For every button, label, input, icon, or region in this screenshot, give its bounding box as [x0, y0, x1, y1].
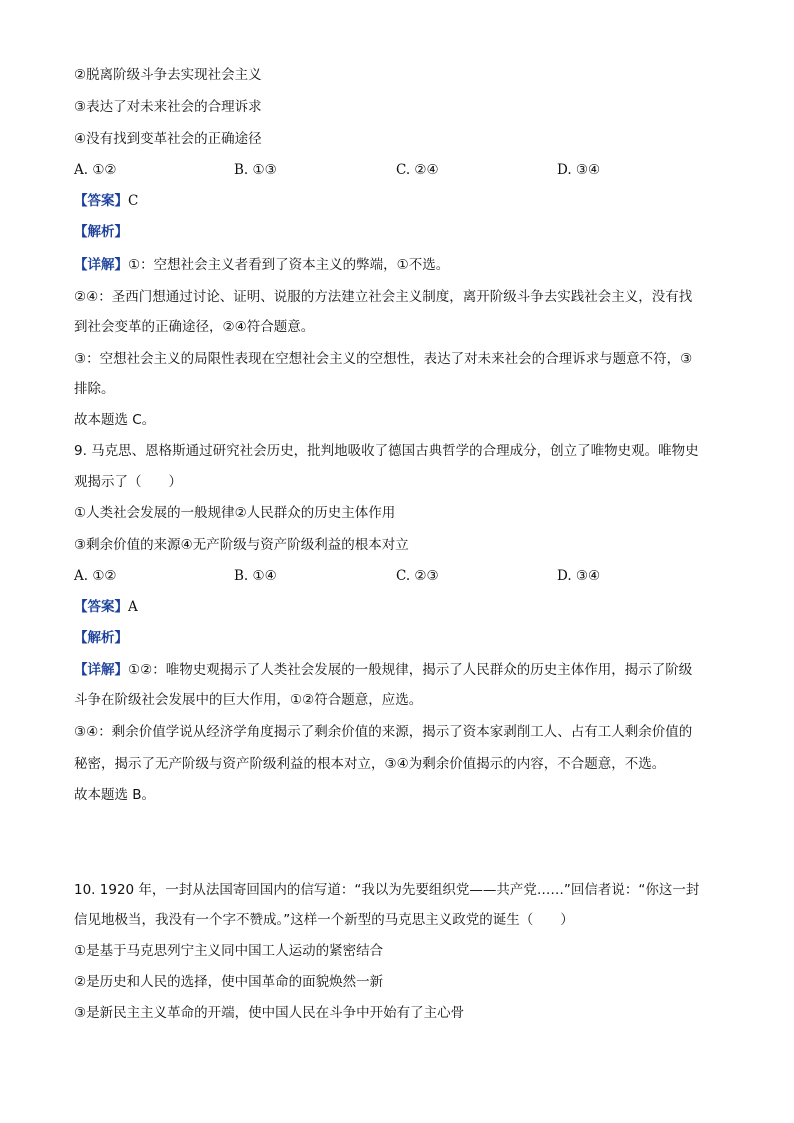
q9-detail-1b: 斗争在阶级社会发展中的巨大作用，①②符合题意，应选。 — [74, 692, 423, 708]
q9-conclusion: 故本题选 B。 — [74, 787, 156, 803]
q8-detail-2a: ②④：圣西门想通过讨论、证明、说服的方法建立社会主义制度，离开阶级斗争去实践社会主义，没有找 — [74, 289, 693, 305]
q9-option-c: C. ②③ — [396, 568, 439, 584]
analysis-tag: 【解析】 — [74, 224, 128, 240]
q8-option-b: B. ①③ — [234, 162, 277, 178]
q10-stem-a: 10. 1920 年，一封从法国寄回国内的信写道：“我以为先要组织党——共产党……”回信者说：“你这一封 — [74, 882, 700, 898]
q9-statements-1-2: ①人类社会发展的一般规律②人民群众的历史主体作用 — [74, 505, 396, 521]
q8-analysis-tag — [74, 223, 128, 241]
q10-stem-b: 信见地极当，我没有一个字不赞成。”这样一个新型的马克思主义政党的诞生（ ） — [74, 912, 574, 928]
q8-detail-3a: ③：空想社会主义的局限性表现在空想社会主义的空想性，表达了对未来社会的合理诉求与题意不符，③ — [74, 351, 693, 367]
q10-statement-3: ③是新民主主义革命的开端，使中国人民在斗争中开始有了主心骨 — [74, 1005, 465, 1021]
q10-statement-2: ②是历史和人民的选择，使中国革命的面貌焕然一新 — [74, 974, 384, 990]
q9-detail-2b: 秘密，揭示了无产阶级与资产阶级利益的根本对立，③④为剩余价值揭示的内容，不合题意，不选。 — [74, 756, 666, 772]
q8-answer — [74, 192, 138, 210]
q9-detail-2a: ③④：剩余价值学说从经济学角度揭示了剩余价值的来源，揭示了资本家剥削工人、占有工人剩余价值的 — [74, 724, 693, 740]
q8-detail-2b: 到社会变革的正确途径，②④符合题意。 — [74, 319, 315, 335]
detail-text: ①②：唯物史观揭示了人类社会发展的一般规律，揭示了人民群众的历史主体作用，揭示了阶级 — [128, 662, 693, 678]
answer-value: A — [128, 599, 138, 615]
q9-statements-3-4: ③剩余价值的来源④无产阶级与资产阶级利益的根本对立 — [74, 537, 409, 553]
q8-conclusion: 故本题选 C。 — [74, 412, 156, 428]
detail-tag: 【详解】 — [74, 662, 128, 678]
answer-value: C — [128, 193, 139, 209]
q9-stem-b: 观揭示了（ ） — [74, 474, 182, 490]
q9-option-d: D. ③④ — [557, 568, 601, 584]
answer-tag: 【答案】 — [74, 193, 128, 209]
q8-option-c: C. ②④ — [396, 162, 439, 178]
q8-option-a: A. ①② — [74, 162, 117, 178]
q8-statement-3: ③表达了对未来社会的合理诉求 — [74, 99, 262, 115]
q8-detail-1 — [74, 256, 449, 274]
detail-text: ①：空想社会主义者看到了资本主义的弊端，①不选。 — [128, 257, 450, 273]
q8-detail-3b: 排除。 — [74, 381, 115, 397]
q9-detail-1a — [74, 661, 692, 679]
detail-tag: 【详解】 — [74, 257, 128, 273]
q8-statement-2: ②脱离阶级斗争去实现社会主义 — [74, 67, 262, 83]
q9-stem-a: 9. 马克思、恩格斯通过研究社会历史，批判地吸收了德国古典哲学的合理成分，创立了唯物史观。唯物史 — [74, 443, 699, 459]
q8-statement-4: ④没有找到变革社会的正确途径 — [74, 131, 262, 147]
q10-statement-1: ①是基于马克思列宁主义同中国工人运动的紧密结合 — [74, 943, 384, 959]
answer-tag: 【答案】 — [74, 599, 128, 615]
analysis-tag: 【解析】 — [74, 630, 128, 646]
q9-option-b: B. ①④ — [234, 568, 277, 584]
q8-option-d: D. ③④ — [557, 162, 601, 178]
q9-analysis-tag — [74, 629, 128, 647]
q9-option-a: A. ①② — [74, 568, 117, 584]
q9-answer — [74, 598, 138, 616]
